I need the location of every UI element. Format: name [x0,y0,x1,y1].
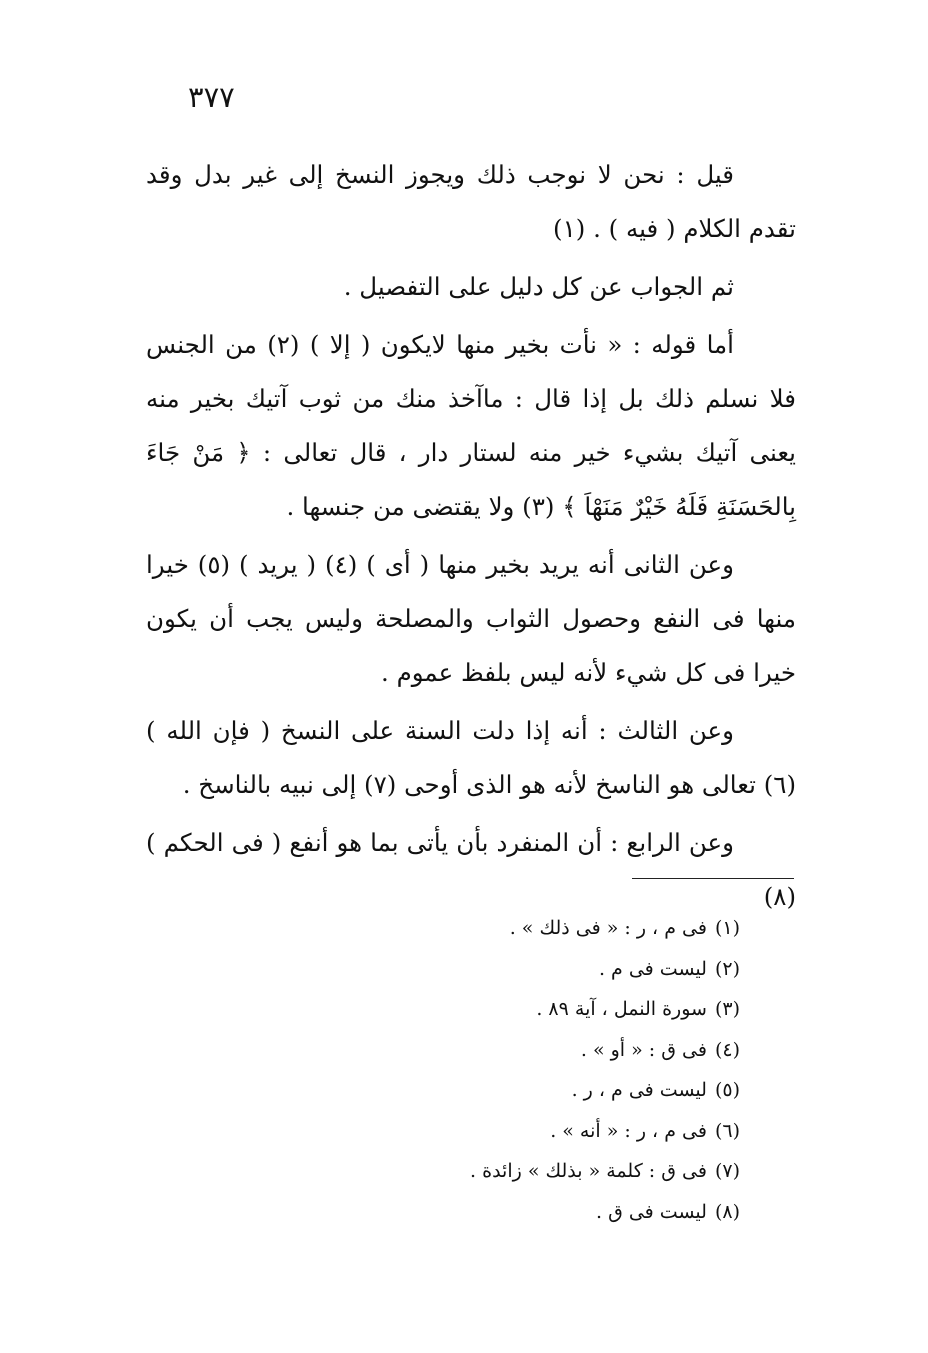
paragraph-6: وعن الرابع : أن المنفرد بأن يأتى بما هو أنفع ( فى الحكم ) (٨) [146,828,796,911]
footnote-divider [632,878,794,879]
footnote-text: ليست فى م . [598,957,707,980]
page-number: ٣٧٧ [188,80,235,114]
footnote-text: ليست فى م ، ر . [571,1079,707,1101]
footnote-marker: (٢) [714,957,740,980]
footnote-marker: (٤) [714,1038,740,1061]
footnote-text: فى م ، ر : « أنه » . [550,1119,707,1142]
main-text [146,148,796,928]
paragraph-1: قيل : نحن لا نوجب ذلك ويجوز النسخ إلى غير بدل وقد تقدم الكلام ( فيه ) . (١) [146,160,796,243]
footnotes [140,908,740,1232]
footnote-text: فى ق : « أو » . [580,1038,707,1061]
footnote-marker: (٨) [714,1200,740,1223]
footnote-text: فى م ، ر : « فى ذلك » . [509,917,707,939]
footnote-marker: (٧) [714,1160,740,1182]
footnote-text: سورة النمل ، آية ٨٩ . [536,998,707,1020]
footnote-8 [140,1192,740,1233]
footnote-text: ليست فى ق . [595,1200,707,1223]
footnote-marker: (٣) [714,998,740,1020]
footnote-6 [140,1111,740,1152]
footnote-text: فى ق : كلمة « بذلك » زائدة . [470,1160,707,1182]
footnote-5 [140,1070,740,1111]
footnote-marker: (١) [714,917,740,939]
footnote-7 [140,1151,740,1192]
paragraph-5: وعن الثالث : أنه إذا دلت السنة على النسخ ( فإن الله ) (٦) تعالى هو الناسخ لأنه هو الذى أوحى (٧) إلى نبيه بالناسخ . [146,716,796,799]
footnote-marker: (٥) [714,1079,740,1101]
paragraph-3: أما قوله : « نأت بخير منها لايكون ( إلا ) (٢) من الجنس فلا نسلم ذلك بل إذا قال : ماآخذ منك من ثوب آتيك بخير منه يعنى آتيك بشيء خير منه لستار دار ، قال تعالى : ﴿ مَنْ جَاءَ بِالحَسَنَةِ فَلَهُ خَيْرٌ مَنَهْاَ ﴾ (٣) ولا يقتضى من جنسها . [146,330,796,521]
footnote-marker: (٦) [714,1119,740,1142]
paragraph-4: وعن الثانى أنه يريد بخير منها ( أى ) (٤) ( يريد ) (٥) خيرا منها فى النفع وحصول الثواب والمصلحة وليس يجب أن يكون خيرا فى كل شيء لأنه ليس بلفظ عموم . [146,550,796,687]
footnote-3 [140,989,740,1030]
footnote-1 [140,908,740,949]
footnote-4 [140,1030,740,1071]
footnote-2 [140,949,740,990]
paragraph-2: ثم الجواب عن كل دليل على التفصيل . [343,272,734,301]
